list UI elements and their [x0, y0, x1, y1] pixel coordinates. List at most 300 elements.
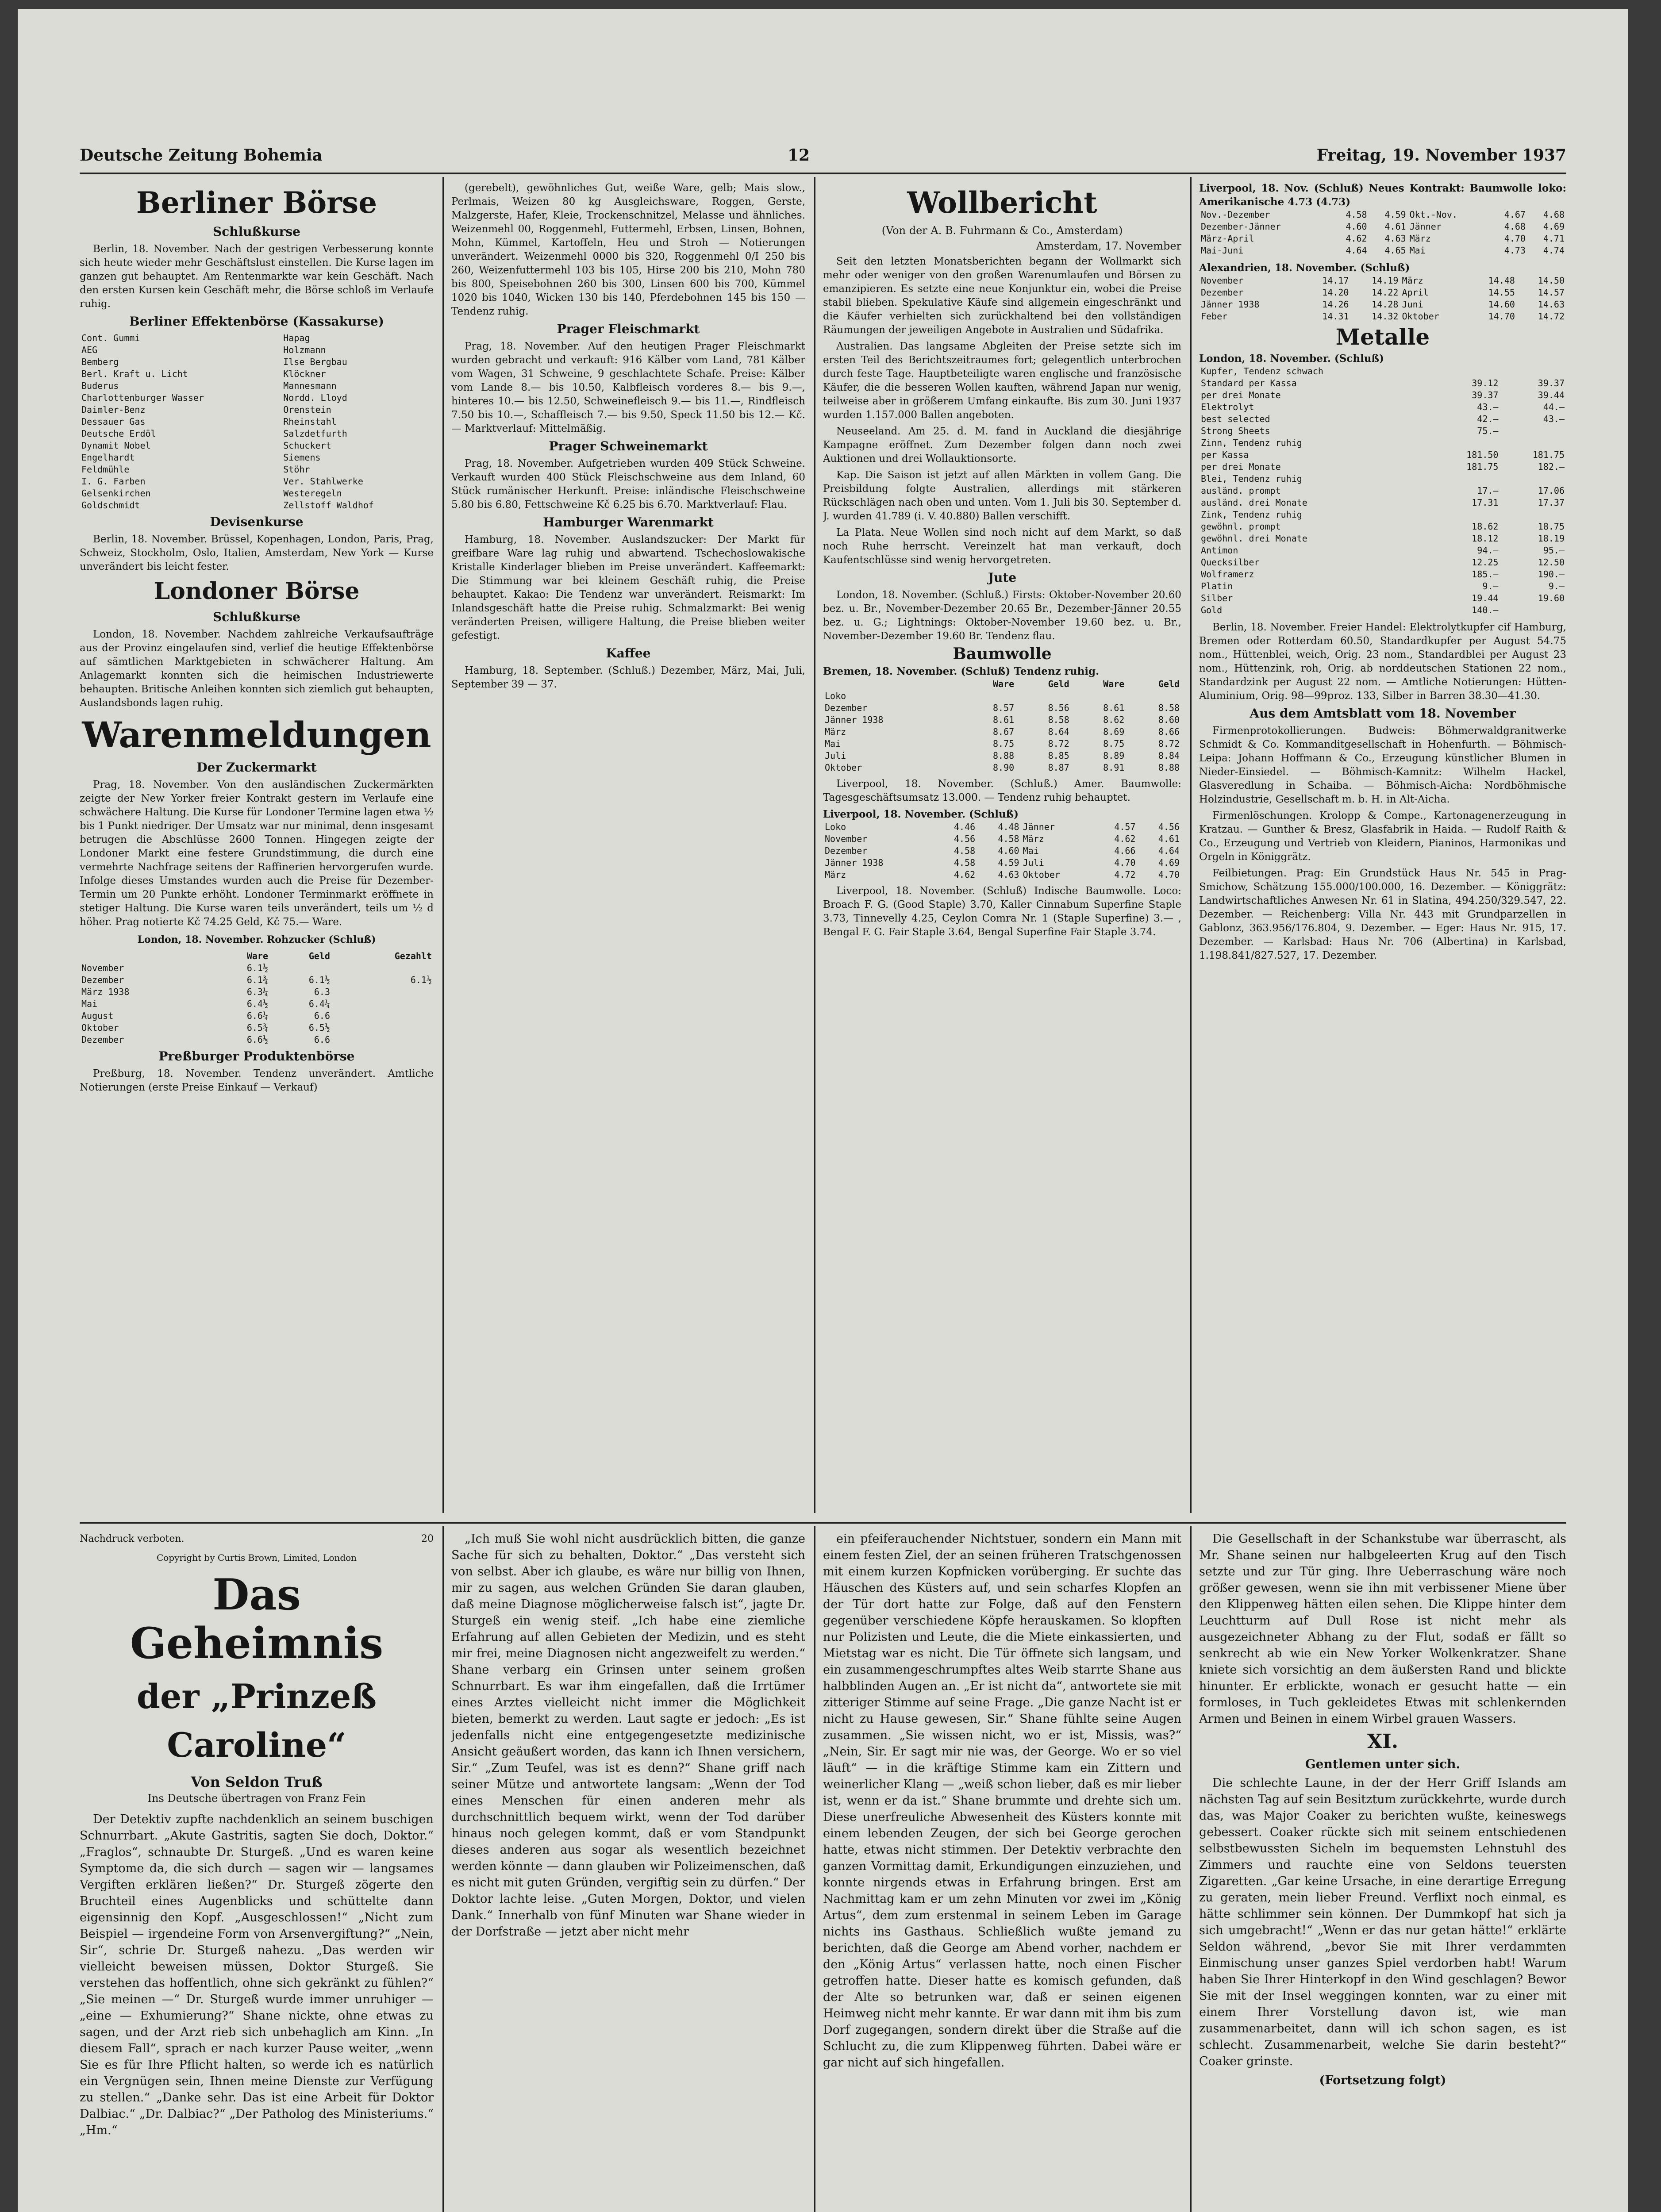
metal-row: [1199, 425, 1566, 437]
table-cell: 181.75: [1532, 449, 1565, 460]
liverpool-contract-row: [1199, 221, 1566, 233]
table-cell: 14.20: [1322, 287, 1349, 298]
table-cell: [1434, 437, 1500, 449]
table-cell: 17.—: [1477, 485, 1499, 496]
table-header: Geld: [1158, 679, 1180, 689]
table-cell: 18.19: [1538, 533, 1565, 544]
article-text: (gerebelt), gewöhnliches Gut, weiße Ware, gelb; Mais slow., Perlmais, Weizen 80 kg Ausgleichsware, Roggen, Gerste, Malzgerste, Hafer, Kleie, Trockenschnitzel, Melasse und ähnliches. Weizenmehl 00, Roggenmehl, Futtermehl, Erbsen, Linsen, Bohnen, Mohn, Kümmel, Kartoffeln, Heu und Stroh — Notierungen unverändert. Weizenmehl 0000 bis 320, Roggenmehl 0/I 250 bis 260, Weizenfuttermehl 103 bis 105, Hirse 200 bis 210, Mohn 780 bis 800, Speisebohnen 260 bis 300, Linsen 600 bis 700, Kümmel 1020 bis 1040, Wicken 130 bis 140, Pferdebohnen 145 bis 150 — Tendenz ruhig.: [451, 182, 805, 317]
metal-row: [1199, 604, 1566, 616]
table-cell: 8.60: [1158, 714, 1180, 725]
table-cell: [428, 368, 434, 380]
table-cell: 14.48: [1488, 275, 1515, 286]
serial-title-line1: Das Geheimnis: [130, 1570, 384, 1668]
table-cell: Rheinstahl: [283, 416, 337, 427]
table-cell: Bemberg: [81, 357, 119, 367]
table-cell: Dynamit Nobel: [81, 440, 151, 451]
market-column-2: [451, 181, 805, 1513]
table-cell: 4.73: [1504, 245, 1526, 256]
article-text: Firmenprotokollierungen. Budweis: Böhmerwaldgranitwerke Schmidt & Co. Kommanditgesellschaft in Hohenfurth. — Böhmisch-Leipa: Johann Hoffmann & Co., Erzeugung künstlicher Blumen in Nieder-Einsiedel. — Böhmisch-Kamnitz: Wilhelm Hackel, Glasveredlung in Schaiba. — Böhmisch-Aicha: Nordböhmische Holzindustrie, Gesellschaft m. b. H. in Alt-Aicha.: [1199, 725, 1566, 805]
table-cell: Mai: [825, 738, 841, 749]
table-cell: Strong Sheets: [1201, 426, 1270, 436]
effekten-row: [80, 428, 434, 440]
metal-row: [1199, 521, 1566, 533]
serial-column-3: [823, 1531, 1181, 2212]
table-cell: Jänner: [1409, 221, 1442, 232]
novel-text: Die schlechte Laune, in der der Herr Griff Islands am nächsten Tag auf sein Besitztum zurückkehrte, wurde durch das, was Major Coaker zu berichten wußte, keineswegs gebessert. Coaker rückte sich mit seinem entschiedenen selbstbewussten Sicheln im bequemsten Lehnstuhl des Zimmers und rauchte eine von Seldons teuersten Zigaretten. „Gar keine Ursache, in eine derartige Erregung zu geraten, mein lieber Freund. Verflixt noch einmal, es hätte schlimmer sein können. Der Dummkopf hat sich ja sich umgebracht!“ „Wenn er das nur getan hätte!“ erklärte Seldon während, „bevor Sie mit Ihrer verdammten Einmischung unser ganzes Spiel verdorben habt! Warum haben Sie Ihrer Hinterkopf in den Wind geschlagen? Bewor Sie mit der Insel weggingen konnten, war zu einer mit einem Ihrer Vorstellung davon ist, wie man zusammenarbeitet, dann will ich schon sagen, es ist schlecht. Zusammenarbeit, welche Sie darin besteht?“ Coaker grinste.: [1199, 1776, 1566, 2068]
table-cell: 9.—: [1482, 581, 1499, 591]
table-cell: [332, 1034, 434, 1046]
table-cell: [428, 440, 434, 452]
metal-row: [1199, 413, 1566, 425]
table-cell: 12.25: [1472, 557, 1499, 568]
table-cell: 95.—: [1543, 545, 1565, 556]
table-cell: 182.—: [1538, 461, 1565, 472]
table-cell: [276, 392, 281, 404]
column-rule: [1190, 177, 1192, 1513]
table-cell: 4.68: [1504, 221, 1526, 232]
article-text: Neuseeland. Am 25. d. M. fand in Auckland die diesjährige Kampagne eröffnet. Zum Dezember folgen dann noch zwei Auktionen und drei Wollauktionsorte.: [823, 426, 1181, 465]
table-cell: Mai: [81, 998, 98, 1009]
effekten-row: [80, 344, 434, 356]
table-cell: Daimler-Benz: [81, 404, 146, 415]
metal-row: [1199, 580, 1566, 592]
table-cell: 4.71: [1543, 233, 1565, 244]
table-cell: Feber: [1201, 311, 1228, 322]
table-cell: März: [825, 726, 846, 737]
table-cell: 4.46: [954, 822, 976, 832]
table-cell: Wolframerz: [1201, 569, 1254, 580]
alexandrien-table: [1199, 275, 1566, 323]
table-cell: 14.63: [1538, 299, 1565, 310]
section-rule: [80, 1522, 1566, 1524]
table-cell: 4.67: [1504, 209, 1526, 220]
table-cell: 19.44: [1472, 593, 1499, 603]
table-cell: Nordd. Lloyd: [283, 392, 347, 403]
effekten-row: [80, 464, 434, 476]
novel-text: „Ich muß Sie wohl nicht ausdrücklich bitten, die ganze Sache für sich zu behalten, Doktor.“ „Das versteht sich von selbst. Aber ich glaube, es wäre nur billig von Ihnen, mir zu sagen, aus welchen Gründen Sie daran glauben, daß meine Diagnose möglicherweise falsch ist“, jagte Dr. Sturgeß ein wenig steif. „Ich habe eine ziemliche Erfahrung auf allen Gebieten der Medizin, und es steht mir frei, meine Diagnosen nicht angezweifelt zu werden.“ Shane verbarg ein Grinsen unter seinem großen Schnurrbart. Es war ihm eingefallen, daß die Irrtümer eines Arztes vielleicht nicht immer die Möglichkeit bieten, bemerkt zu werden. Laut sagte er jedoch: „Es ist jedenfalls nicht eine entgegengesetzte medizinische Ansicht geäußert worden, das kann ich Ihnen versichern, Sir.“ „Zum Teufel, was ist es denn?“ Shane griff nach seiner Mütze und antwortete langsam: „Wenn der Tod eines Menschen für einen anderen mehr als durchschnittlich bequem wirkt, wenn der Tod darüber hinaus noch gelegen kommt, daß er vom Standpunkt dieses anderen aus sogar als wesentlich bezeichnet werden könnte — dann glauben wir Polizeimenschen, daß es nicht mit guten Gründen, vergiftig sein zu dürfen.“ Der Doktor lachte leise. „Guten Morgen, Doktor, und vielen Dank.“ Innerhalb von fünf Minuten war Shane wieder in der Dorfstraße — jetzt aber nicht mehr: [451, 1532, 805, 1939]
table-cell: 4.58: [1346, 209, 1367, 220]
table-cell: [1500, 437, 1566, 449]
table-cell: 4.70: [1114, 857, 1136, 868]
table-cell: 4.64: [1346, 245, 1367, 256]
liverpool-contract-row: [1199, 245, 1566, 257]
table-cell: [276, 428, 281, 440]
table-cell: [428, 464, 434, 476]
wollbericht-place: Amsterdam, 17. November: [1036, 240, 1181, 252]
table-cell: [428, 344, 434, 356]
table-cell: 8.69: [1103, 726, 1125, 737]
kaffee-title: Kaffee: [606, 646, 651, 661]
table-cell: Dezember: [825, 845, 868, 856]
table-cell: 18.12: [1472, 533, 1499, 544]
table-cell: 4.58: [954, 845, 976, 856]
table-cell: Holzmann: [283, 345, 326, 355]
table-cell: Dezember: [81, 1034, 124, 1045]
amtsblatt-title: Aus dem Amtsblatt vom 18. November: [1250, 706, 1516, 721]
table-cell: 4.57: [1114, 822, 1136, 832]
table-cell: 43.—: [1477, 402, 1499, 412]
table-cell: Buderus: [81, 380, 119, 391]
table-cell: 4.59: [998, 857, 1019, 868]
table-cell: 14.31: [1322, 311, 1349, 322]
table-cell: 6.3¼: [246, 987, 268, 997]
table-cell: Westeregeln: [283, 488, 342, 499]
table-cell: [276, 452, 281, 464]
article-text: Liverpool, 18. November. (Schluß) Indische Baumwolle. Loco: Broach F. G. (Good Staple) 3.70, Kaller Cinnabum Superfine Staple 3.73, Tinnevelly 4.25, Ceylon Comra Nr. 1 (Staple Superfine) 3.— , Bengal F. G. Fair Staple 3.64, Bengal Superfine Fair Staple 3.74.: [823, 885, 1181, 938]
chapter-number: XI.: [1367, 1730, 1399, 1753]
copyright-note: Copyright by Curtis Brown, Limited, London: [156, 1552, 357, 1563]
table-cell: [276, 476, 281, 488]
novel-text: Die Gesellschaft in der Schankstube war überrascht, als Mr. Shane seinen nur halbgeleerten Krug auf den Tisch setzte und zur Tür ging. Ihre Ueberraschung wäre noch größer gewesen, wenn sie ihn mit verbissener Miene über den Klippenweg hätten eilen sehen. Die Klippe hinter dem Leuchtturm auf Dull Rose ist nicht mehr als ausgezeichneter Abhang zu der Flut, sodaß er fällt so senkrecht ab wie ein New Yorker Wolkenkratzer. Shane kniete sich vorsichtig an dem äußersten Rand und blickte hinunter. Er erblickte, wonach er gesucht hatte — ein formloses, in Tuch gekleidetes Etwas mit schlenkernden Armen und Beinen in einem Wirbel grauen Wassers.: [1199, 1532, 1566, 1726]
table-cell: [1071, 690, 1127, 702]
table-cell: [270, 962, 332, 974]
table-cell: Zink, Tendenz ruhig: [1201, 509, 1302, 520]
zucker-table: [80, 950, 434, 1046]
table-cell: Platin: [1201, 581, 1233, 591]
table-cell: 181.50: [1466, 449, 1499, 460]
article-text: Hamburg, 18. September. (Schluß.) Dezember, März, Mai, Juli, September 39 — 37.: [451, 665, 805, 690]
liverpool-row: [823, 845, 1181, 857]
table-cell: gewöhnl. drei Monate: [1201, 533, 1307, 544]
column-rule: [814, 177, 815, 1513]
table-cell: Feldmühle: [81, 464, 130, 475]
serial-column-4: [1199, 1531, 1566, 2212]
table-cell: 6.5½: [308, 1022, 330, 1033]
table-cell: 8.88: [992, 750, 1015, 761]
table-cell: Oktober: [1023, 869, 1060, 880]
table-cell: 6.5¾: [246, 1022, 268, 1033]
masthead: Deutsche Zeitung Bohemia: [80, 146, 323, 165]
article-text: Feilbietungen. Prag: Ein Grundstück Haus Nr. 545 in Prag-Smichow, Schätzung 155.000/100.000, 16. Dezember. — Königgrätz: Landwirtschaftliches Anwesen Nr. 61 in Slatina, 494.250/329.547, 22. Dezember. — Reichenberg: Villa Nr. 443 mit Grundparzellen in Gablonz, 363.956/176.804, 9. Dezember. — Eger: Haus Nr. 915, 17. Dezember. — Karlsbad: Haus Nr. 706 (Albertina) in Karlsbad, 1.198.841/827.527, 17. Dezember.: [1199, 868, 1566, 961]
table-cell: Jänner 1938: [1201, 299, 1260, 310]
table-cell: 4.62: [1114, 833, 1136, 844]
bremen-row: [823, 726, 1181, 738]
column-rule: [1190, 1526, 1192, 2212]
effekten-row: [80, 416, 434, 428]
table-cell: Schuckert: [283, 440, 331, 451]
table-cell: 75.—: [1477, 426, 1499, 436]
table-cell: [1434, 473, 1500, 485]
table-cell: 8.66: [1158, 726, 1180, 737]
table-cell: Okt.-Nov.: [1409, 209, 1457, 220]
table-cell: 9.—: [1548, 581, 1565, 591]
effekten-row: [80, 488, 434, 499]
table-cell: Ver. Stahlwerke: [283, 476, 363, 487]
table-cell: [1500, 365, 1566, 377]
serial-number: 20: [421, 1533, 434, 1544]
table-cell: 8.64: [1048, 726, 1069, 737]
section-subtitle: Schlußkurse: [213, 224, 300, 239]
liverpool-contract-row: [1199, 233, 1566, 245]
article-text: Prag, 18. November. Aufgetrieben wurden 409 Stück Schweine. Verkauft wurden 400 Stück Fleischschweine aus dem Inland, 60 Stück rumänischer Herkunft. Preise: inländische Fleischschweine 5.80 bis 6.80, Fettschweine Kč 6.25 bis 6.70. Marktverlauf: Flau.: [451, 458, 805, 511]
table-cell: 4.69: [1158, 857, 1180, 868]
effekten-table: [80, 332, 434, 511]
effekten-row: [80, 380, 434, 392]
table-cell: März: [1409, 233, 1431, 244]
table-cell: 42.—: [1477, 414, 1499, 424]
zucker-row: [80, 1034, 434, 1046]
table-cell: Dezember: [825, 703, 868, 713]
table-cell: [1500, 509, 1566, 521]
table-cell: 8.90: [992, 762, 1015, 773]
table-cell: [428, 452, 434, 464]
serial-translator: Ins Deutsche übertragen von Franz Fein: [147, 1792, 366, 1805]
table-cell: Siemens: [283, 452, 321, 463]
table-cell: Gelsenkirchen: [81, 488, 151, 499]
table-cell: Elektrolyt: [1201, 402, 1254, 412]
market-column-3: [823, 181, 1181, 1513]
table-cell: Oktober: [81, 1022, 119, 1033]
table-cell: 6.4¼: [308, 998, 330, 1009]
article-text: Seit den letzten Monatsberichten begann der Wollmarkt sich mehr oder weniger von den großen Warenumlaufen und Börsen zu emanzipieren. Es setzte eine neue Konjunktur ein, wobei die Preise stabil blieben. Spekulative Käufe sind allgemein eingeschränkt und die Käufer verhielten sich zurückhaltend bei den vollständigen Räumungen der jeweiligen Angebote in Australien und Südafrika.: [823, 256, 1181, 336]
table-cell: Jänner: [1023, 822, 1055, 832]
table-cell: 4.72: [1114, 869, 1136, 880]
table-cell: 18.75: [1538, 521, 1565, 532]
table-cell: 39.37: [1472, 390, 1499, 400]
table-cell: 4.69: [1543, 221, 1565, 232]
table-cell: 4.56: [1158, 822, 1180, 832]
metal-row: [1199, 389, 1566, 401]
table-cell: Jänner 1938: [825, 857, 884, 868]
table-cell: 6.1¾: [246, 975, 268, 985]
novel-text: Der Detektiv zupfte nachdenklich an seinem buschigen Schnurrbart. „Akute Gastritis, sagten Sie doch, Doktor.“ „Fraglos“, schnaubte Dr. Sturgeß. „Und es waren keine Symptome da, die sich durch — sagen wir — langsames Vergiften erklären ließen?“ Dr. Sturgeß zögerte den Bruchteil eines Augenblicks und schüttelte dann eigensinnig den Kopf. „Ausgeschlossen!“ „Nicht zum Beispiel — irgendeine Form von Arsenvergiftung?“ „Nein, Sir“, schrie Dr. Sturgeß nahezu. „Das werden wir vielleicht beweisen müssen, Doktor Sturgeß. Sie verstehen das hoffentlich, ohne sich gekränkt zu fühlen?“ „Sie meinen —“ Dr. Sturgeß wurde immer unruhiger — „eine — Exhumierung?“ Shane nickte, ohne etwas zu sagen, und der Arzt rieb sich unbehaglich am Kinn. „In diesem Fall“, sprach er nach kurzer Pause weiter, „wenn Sie es für Ihre Pflicht halten, so werde ich es natürlich ein Vergnügen sein, Ihnen meine Dienste zur Verfügung zu stellen.“ „Danke sehr. Das ist eine Arbeit für Doktor Dalbiac.“ „Dr. Dalbiac?“ „Der Patholog des Ministeriums.“ „Hm.“: [80, 1813, 434, 2137]
table-cell: Dezember: [1201, 287, 1244, 298]
table-cell: 8.56: [1048, 703, 1069, 713]
liverpool-title: Liverpool, 18. Nov. (Schluß) Neues Kontrakt: Baumwolle loko: Amerikanische 4.73 (4.73): [1199, 182, 1566, 208]
section-subtitle: Schlußkurse: [213, 610, 300, 624]
table-cell: 18.62: [1472, 521, 1499, 532]
wollbericht-source: (Von der A. B. Fuhrmann & Co., Amsterdam): [881, 224, 1123, 237]
table-cell: 8.84: [1158, 750, 1180, 761]
table-cell: 8.62: [1103, 714, 1125, 725]
table-cell: 4.61: [1384, 221, 1406, 232]
bremen-row: [823, 750, 1181, 762]
table-cell: [428, 499, 434, 511]
table-cell: Mai: [1023, 845, 1039, 856]
liverpool-table-title: Liverpool, 18. November. (Schluß): [823, 808, 1019, 820]
table-cell: AEG: [81, 345, 98, 355]
serial-author: Von Seldon Truß: [191, 1774, 323, 1790]
table-cell: 190.—: [1538, 569, 1565, 580]
market-column-1: [80, 181, 434, 1513]
table-header: Ware: [1103, 679, 1125, 689]
metal-row: [1199, 568, 1566, 580]
table-cell: [276, 368, 281, 380]
table-cell: [961, 690, 1016, 702]
table-cell: 43.—: [1543, 414, 1565, 424]
table-cell: 14.50: [1538, 275, 1565, 286]
table-cell: 14.60: [1488, 299, 1515, 310]
table-cell: [1016, 690, 1071, 702]
table-cell: 19.60: [1538, 593, 1565, 603]
bremen-row: [823, 690, 1181, 702]
metal-row: [1199, 557, 1566, 568]
table-cell: Standard per Kassa: [1201, 378, 1297, 388]
table-cell: [276, 440, 281, 452]
table-cell: Juli: [825, 750, 846, 761]
table-cell: Engelhardt: [81, 452, 135, 463]
metal-row: [1199, 592, 1566, 604]
table-cell: [428, 356, 434, 368]
fortsetzung-note: (Fortsetzung folgt): [1319, 2074, 1446, 2087]
table-header: [823, 678, 961, 690]
table-cell: 6.6¼: [246, 1010, 268, 1021]
newspaper-page: [18, 9, 1628, 2212]
table-cell: Cont. Gummi: [81, 333, 140, 343]
table-cell: 6.1½: [410, 975, 432, 985]
fleisch-title: Prager Fleischmarkt: [557, 322, 700, 336]
table-cell: Zinn, Tendenz ruhig: [1201, 438, 1302, 448]
table-cell: 14.32: [1372, 311, 1399, 322]
table-cell: [332, 986, 434, 998]
page-number: 12: [788, 146, 810, 165]
effekten-row: [80, 404, 434, 416]
table-cell: März-April: [1201, 233, 1254, 244]
table-cell: 4.61: [1158, 833, 1180, 844]
bremen-row: [823, 714, 1181, 726]
zucker-row: [80, 974, 434, 986]
table-cell: 140.—: [1472, 605, 1499, 615]
table-cell: [1126, 690, 1181, 702]
table-cell: 4.63: [998, 869, 1019, 880]
table-cell: per drei Monate: [1201, 390, 1281, 400]
table-cell: April: [1402, 287, 1429, 298]
table-cell: Orenstein: [283, 404, 331, 415]
alexandrien-title: Alexandrien, 18. November. (Schluß): [1199, 262, 1410, 274]
berlin-boerse-title: Berliner Börse: [136, 185, 377, 220]
table-cell: [428, 476, 434, 488]
table-cell: 14.57: [1538, 287, 1565, 298]
table-cell: Loko: [825, 691, 846, 701]
table-cell: Juli: [1023, 857, 1044, 868]
liverpool-table: [823, 821, 1181, 881]
metal-row: [1199, 437, 1566, 449]
table-cell: 6.4½: [246, 998, 268, 1009]
column-rule: [442, 1526, 444, 2212]
table-header: Ware: [246, 951, 268, 961]
zucker-row: [80, 1022, 434, 1034]
metal-row: [1199, 497, 1566, 509]
issue-date: Freitag, 19. November 1937: [1316, 146, 1566, 165]
warenmeldungen-title: Warenmeldungen: [82, 714, 431, 756]
table-cell: Dezember: [81, 975, 124, 985]
article-text: Firmenlöschungen. Krolopp & Compe., Kartonagenerzeugung in Kratzau. — Gunther & Bresz, Glasfabrik in Haida. — Rudolf Raith & Co., Erzeugung und Vertrieb von Kleidern, Pianinos, Harmonikas und Orgeln in Königgrätz.: [1199, 810, 1566, 863]
table-cell: [1500, 473, 1566, 485]
jute-title: Jute: [988, 570, 1017, 585]
metal-row: [1199, 461, 1566, 473]
table-cell: 4.65: [1384, 245, 1406, 256]
table-cell: 4.60: [998, 845, 1019, 856]
table-cell: 44.—: [1543, 402, 1565, 412]
table-cell: Klöckner: [283, 369, 326, 379]
table-cell: [276, 404, 281, 416]
table-cell: [1500, 425, 1566, 437]
serial-column-2: [451, 1531, 805, 2212]
alexandrien-row: [1199, 299, 1566, 311]
table-cell: 181.75: [1466, 461, 1499, 472]
table-cell: [332, 1010, 434, 1022]
table-cell: 8.61: [992, 714, 1015, 725]
article-text: La Plata. Neue Wollen sind noch nicht auf dem Markt, so daß noch Ruhe herrscht. Vereinzelt hat man verkauft, doch Kaufentschlüsse sind wenig hervorgetreten.: [823, 527, 1181, 566]
liverpool-row: [823, 857, 1181, 869]
table-cell: 4.66: [1114, 845, 1136, 856]
metal-row: [1199, 377, 1566, 389]
table-cell: 4.60: [1346, 221, 1367, 232]
table-cell: [332, 962, 434, 974]
table-cell: November: [825, 833, 868, 844]
zucker-row: [80, 998, 434, 1010]
schwein-title: Prager Schweinemarkt: [549, 439, 708, 453]
table-cell: März: [825, 869, 846, 880]
table-cell: [1434, 509, 1500, 521]
table-cell: 14.26: [1322, 299, 1349, 310]
table-cell: 14.70: [1488, 311, 1515, 322]
table-cell: per drei Monate: [1201, 461, 1281, 472]
article-text: Hamburg, 18. November. Auslandszucker: Der Markt für greifbare Ware lag ruhig und abwartend. Tschechoslowakische Kristalle Kinderlager blieben im Preise unverändert. Kaffeemarkt: Die Stimmung war bei kleinem Geschäft ruhig, die Preise behauptet. Kakao: Die Tendenz war unverändert. Reismarkt: Im Inlandsgeschäft hatte die Preise ruhig. Schmalzmarkt: Bei wenig veränderten Preisen, willigere Haltung, die Preise blieben weiter gefestigt.: [451, 534, 805, 641]
effekten-row: [80, 476, 434, 488]
table-cell: 14.19: [1372, 275, 1399, 286]
table-cell: Antimon: [1201, 545, 1238, 556]
metal-row: [1199, 473, 1566, 485]
bremen-table: [823, 678, 1181, 774]
serial-title-line2: der „Prinzeß Caroline“: [136, 1677, 377, 1765]
bremen-title: Bremen, 18. November. (Schluß) Tendenz ruhig.: [823, 665, 1100, 677]
table-cell: 6.6½: [246, 1034, 268, 1045]
metal-row: [1199, 545, 1566, 557]
table-cell: Deutsche Erdöl: [81, 428, 156, 439]
table-cell: [332, 1022, 434, 1034]
table-cell: 6.3: [314, 987, 330, 997]
table-cell: [428, 392, 434, 404]
table-cell: [276, 416, 281, 428]
serial-column-1: [80, 1531, 434, 2212]
metal-table: [1199, 365, 1566, 616]
table-cell: Jänner 1938: [825, 714, 884, 725]
table-cell: 6.1½: [308, 975, 330, 985]
table-header: Geld: [1048, 679, 1069, 689]
bremen-row: [823, 702, 1181, 714]
table-cell: 4.74: [1543, 245, 1565, 256]
table-cell: [428, 488, 434, 499]
effekten-row: [80, 356, 434, 368]
table-cell: 12.50: [1538, 557, 1565, 568]
table-cell: November: [1201, 275, 1244, 286]
alexandrien-row: [1199, 287, 1566, 299]
wollbericht-title: Wollbericht: [907, 185, 1097, 220]
table-cell: best selected: [1201, 414, 1270, 424]
table-cell: 4.63: [1384, 233, 1406, 244]
table-cell: 4.59: [1384, 209, 1406, 220]
table-cell: 6.6: [314, 1010, 330, 1021]
table-cell: März 1938: [81, 987, 130, 997]
table-cell: Quecksilber: [1201, 557, 1260, 568]
table-cell: Mai: [1409, 245, 1426, 256]
article-text: Preßburg, 18. November. Tendenz unverändert. Amtliche Notierungen (erste Preise Einkauf — Verkauf): [80, 1068, 434, 1093]
alexandrien-row: [1199, 275, 1566, 287]
serial-meta: [80, 1531, 434, 1547]
effekten-row: [80, 332, 434, 344]
table-cell: 17.06: [1538, 485, 1565, 496]
table-cell: [428, 428, 434, 440]
table-cell: [276, 464, 281, 476]
table-cell: 14.55: [1488, 287, 1515, 298]
table-cell: gewöhnl. prompt: [1201, 521, 1281, 532]
table-cell: I. G. Farben: [81, 476, 146, 487]
article-text: London, 18. November. Nachdem zahlreiche Verkaufsaufträge aus der Provinz eingelaufen sind, verlief die heutige Effektenbörse auf sämtlichen Marktgebieten in schwächerer Haltung. Am Anlagemarkt konnten sich die heimischen Industriewerte behaupten. Britische Anleihen konnten sich ziemlich gut behaupten, Auslandsbonds lagen ruhig.: [80, 629, 434, 709]
metal-row: [1199, 401, 1566, 413]
table-cell: 8.88: [1158, 762, 1180, 773]
table-cell: 4.64: [1158, 845, 1180, 856]
